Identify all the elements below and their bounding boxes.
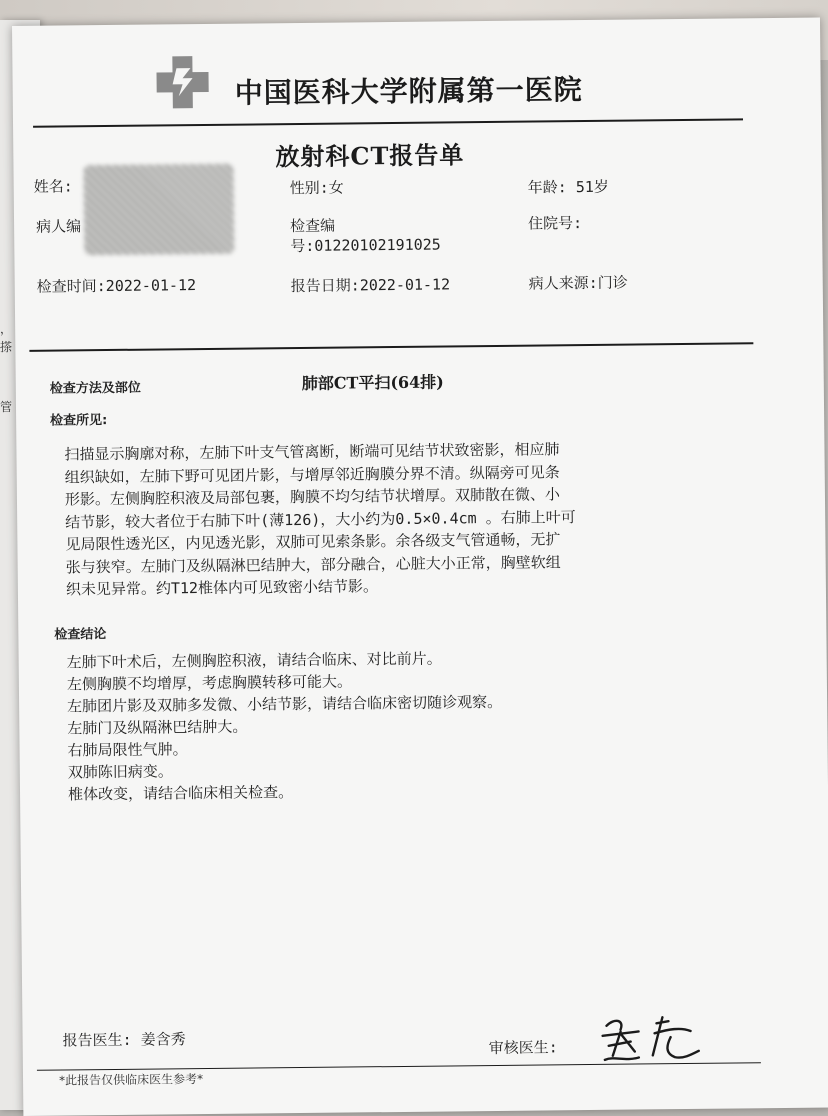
conclusion-line: 双肺陈旧病变。 [67, 762, 173, 782]
findings-line: 织未见异常。约T12椎体内可见致密小结节影。 [65, 577, 379, 599]
exam-method-label: 检查方法及部位 [49, 380, 141, 397]
name-label: 姓名: [33, 177, 73, 196]
findings-line: 张与狭窄。左肺门及纵隔淋巴结肿大，部分融合，心脏大小正常，胸壁软组 [65, 552, 561, 576]
exam-no-label: 检查编 [290, 216, 336, 236]
age-label: 年龄: [527, 178, 567, 197]
conclusion-line: 椎体改变，请结合临床相关检查。 [67, 783, 294, 804]
reviewing-doctor-label: 审核医生: [488, 1038, 558, 1058]
conclusion-text [67, 644, 769, 805]
disclaimer-note: *此报告仅供临床医生参考* [58, 1072, 204, 1088]
findings-line: 扫描显示胸廓对称，左肺下叶支气管离断，断端可见结节状致密影，相应肺 [64, 440, 560, 464]
findings-line: 形影。左侧胸腔积液及局部包裹，胸膜不均匀结节状增厚。双肺散在微、小 [64, 485, 561, 509]
conclusion-line: 左肺团片影及双肺多发微、小结节影，请结合临床密切随诊观察。 [67, 692, 503, 716]
hospital-cross-logo-icon [154, 54, 211, 111]
exam-method-value: 肺部CT平扫(64排) [301, 372, 444, 393]
admission-no-label: 住院号: [528, 214, 583, 233]
patient-id-label: 病人编 [36, 217, 82, 236]
findings-line: 见局限性透光区，内见透光影，双肺可见索条影。余各级支气管通畅，无扩 [65, 530, 561, 554]
ct-report-sheet [12, 18, 828, 1116]
report-date-field [291, 273, 451, 296]
exam-time-value: 2022-01-12 [105, 276, 197, 296]
underlying-sheet-mark: 搽 [0, 340, 13, 354]
patient-source-field [529, 272, 628, 294]
report-date-label: 报告日期: [290, 276, 360, 296]
patient-source-value: 门诊 [597, 273, 628, 292]
gender-label: 性别: [289, 178, 329, 198]
conclusion-line: 左肺下叶术后，左侧胸腔积液，请结合临床、对比前片。 [66, 649, 442, 672]
reporting-doctor-name: 姜含秀 [140, 1030, 186, 1049]
findings-line: 结节影，较大者位于右肺下叶(薄126)，大小约为0.5×0.4cm 。右肺上叶可 [65, 507, 576, 531]
exam-time-field [37, 274, 197, 297]
findings-text [64, 436, 766, 601]
findings-label: 检查所见: [50, 413, 108, 429]
patient-source-label: 病人来源: [528, 273, 598, 293]
exam-no-value: 号:01220102191025 [290, 235, 441, 256]
header-divider [33, 118, 743, 127]
conclusion-label: 检查结论 [54, 627, 107, 643]
conclusion-line: 左侧胸膜不均增厚，考虑胸膜转移可能大。 [66, 672, 352, 694]
reporting-doctor-label: 报告医生: [62, 1030, 132, 1050]
reporting-doctor-field [63, 1028, 186, 1050]
hospital-name: 中国医科大学附属第一医院 [234, 73, 583, 110]
conclusion-line: 右肺局限性气肿。 [67, 740, 188, 760]
gender-field [290, 177, 344, 199]
report-title: 放射科CT报告单 [275, 140, 465, 172]
reviewing-doctor-signature [594, 1011, 705, 1068]
gender-value: 女 [328, 178, 344, 197]
age-value: 51岁 [575, 177, 609, 197]
underlying-sheet-mark: 管 [0, 400, 13, 414]
report-date-value: 2022-01-12 [359, 275, 451, 295]
age-field [528, 176, 609, 198]
exam-time-label: 检查时间: [36, 277, 106, 296]
conclusion-line: 左肺门及纵隔淋巴结肿大。 [67, 717, 248, 738]
redacted-patient-info [83, 164, 234, 256]
findings-line: 组织缺如，左肺下野可见团片影，与增厚邻近胸膜分界不清。纵隔旁可见条 [64, 462, 560, 486]
section-divider [29, 342, 753, 352]
underlying-sheet-mark: ， [0, 322, 13, 336]
